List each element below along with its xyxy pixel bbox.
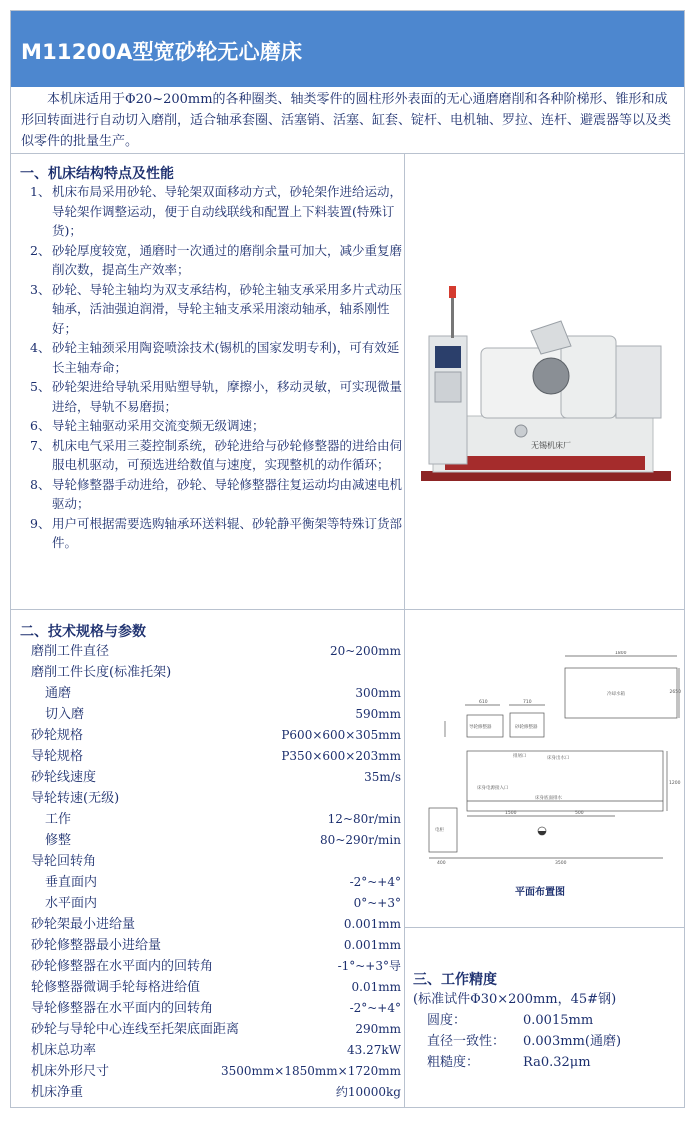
feature-text: 砂轮厚度较宽，通磨时一次通过的磨削余量可加大，减少重复磨削次数，提高生产效率； (52, 242, 403, 277)
precision-value: Ra0.32μm (523, 1055, 591, 1070)
feature-number: 9、 (30, 515, 51, 531)
spec-label: 磨削工件长度(标准托架) (31, 665, 172, 680)
feature-number: 3、 (30, 281, 51, 297)
feature-item (30, 514, 402, 553)
machine-nameplate: 无锡机床厂 (531, 441, 571, 450)
spec-row (31, 1019, 401, 1040)
spec-value: 20~200mm (330, 644, 401, 658)
spec-value: -1°~+3°导 (337, 959, 401, 973)
spec-label: 修整 (45, 833, 72, 848)
spec-value: 3500mm×1850mm×1720mm (221, 1064, 401, 1078)
handwheel (515, 425, 527, 437)
spec-value: 12~80r/min (327, 812, 401, 826)
guide-dresser-label: 导轮修整器 (469, 725, 492, 730)
precision-value: 0.0015mm (523, 1013, 594, 1028)
spec-row (31, 998, 401, 1019)
feature-text: 砂轮架进给导轨采用贴塑导轨，摩擦小，移动灵敏，可实现微量进给，导轨不易磨损； (52, 379, 403, 414)
feature-text: 导轮主轴驱动采用交流变频无级调速； (52, 418, 265, 433)
spec-label: 机床净重 (31, 1085, 84, 1100)
spec-row (31, 956, 401, 977)
spec-label: 砂轮架最小进给量 (31, 917, 136, 932)
feature-item (30, 416, 402, 436)
spec-label: 机床外形尺寸 (31, 1064, 110, 1079)
spec-label: 机床总功率 (31, 1043, 97, 1058)
dim-label: 500 (575, 811, 584, 816)
spec-row (31, 977, 401, 998)
spec-row (31, 935, 401, 956)
precision-row (413, 1010, 678, 1031)
spec-row (31, 662, 401, 683)
feature-text: 机床布局采用砂轮、导轮架双面移动方式，砂轮架作进给运动，导轮架作调整运动，便于自动线联线和配置上下料装置(特殊订货)； (52, 184, 403, 238)
spec-value: 80~290r/min (320, 833, 401, 847)
feature-item (30, 338, 402, 377)
spec-label: 水平面内 (45, 896, 98, 911)
spec-row (31, 767, 401, 788)
control-screen (435, 346, 461, 368)
guide-dresser (616, 346, 661, 418)
precision-row (413, 1052, 678, 1073)
feature-number: 8、 (30, 476, 51, 492)
spec-label: 切入磨 (45, 707, 85, 722)
cabinet-label: 电柜 (435, 828, 444, 833)
dim-label: 400 (437, 861, 446, 866)
spec-label: 通磨 (45, 686, 72, 701)
dim-label: 1800 (615, 651, 627, 656)
spec-value: 300mm (355, 686, 401, 700)
feature-text: 用户可根据需要选购轴承环送料辊、砂轮静平衡架等特殊订货部件。 (52, 515, 403, 550)
spec-label: 导轮回转角 (31, 854, 97, 869)
floor-plan-diagram (415, 651, 681, 873)
feature-number: 4、 (30, 340, 51, 355)
coolant-port-label: 床身出水口 (547, 756, 570, 761)
feature-item (30, 436, 402, 475)
control-panel (435, 372, 461, 402)
spec-value: 0.001mm (343, 938, 401, 952)
spec-row (31, 746, 401, 767)
spec-row (31, 788, 401, 809)
spec-row (31, 1082, 401, 1103)
dim-label: 1500 (505, 811, 517, 816)
spec-value: 0°~+3° (353, 896, 401, 910)
layout-caption: 平面布置图 (515, 887, 565, 898)
cooling-tank-label: 冷却水箱 (607, 692, 625, 697)
feature-text: 砂轮、导轮主轴均为双支承结构，砂轮主轴支承采用多片式动压轴承，活油强迫润滑，导轮主轴支承采用滚动轴承，轴系刚性好； (52, 281, 403, 336)
spec-label: 砂轮规格 (31, 728, 84, 743)
spec-label: 导轮修整器在水平面内的回转角 (31, 1001, 214, 1016)
spec-value: 约10000kg (335, 1085, 401, 1099)
spec-row (31, 830, 401, 851)
precision-row (413, 1031, 678, 1052)
dim-label: 610 (479, 700, 488, 705)
section-title-features: 一、机床结构特点及性能 (20, 166, 174, 182)
spec-row (31, 914, 401, 935)
spec-row (31, 1061, 401, 1082)
spec-label: 垂直面内 (45, 875, 98, 890)
page-title: M11200A型宽砂轮无心磨床 (21, 40, 303, 64)
spec-value: 0.01mm (351, 980, 401, 994)
spec-label: 轮修整器微调手轮每格进给值 (31, 980, 201, 995)
feature-item (30, 280, 402, 339)
spec-label: 工作 (45, 812, 72, 827)
spec-row (31, 641, 401, 662)
features-list (30, 182, 402, 553)
feature-item (30, 377, 402, 416)
feature-number: 5、 (30, 379, 51, 394)
spec-row (31, 809, 401, 830)
spec-value: 290mm (355, 1022, 401, 1036)
machine-plinth (445, 456, 645, 470)
dim-label: 1200 (669, 781, 681, 786)
divider (11, 153, 684, 154)
feature-number: 7、 (30, 437, 51, 453)
machine-photo (411, 276, 679, 486)
spec-row (31, 851, 401, 872)
spec-table (31, 641, 401, 1103)
wheel-dresser-label: 砂轮修整器 (515, 725, 538, 730)
dim-label: 2650 (669, 690, 681, 695)
power-inlet-label: 床身电源接入口 (477, 786, 509, 791)
dust-port-label: 排屑口 (513, 754, 527, 759)
spec-label: 导轮规格 (31, 749, 84, 764)
spec-label: 砂轮线速度 (31, 770, 97, 785)
spec-label: 磨削工件直径 (31, 644, 110, 659)
drain-fill (538, 831, 546, 835)
feature-item (30, 182, 402, 241)
precision-label: 圆度： (427, 1013, 467, 1028)
document-frame (10, 10, 685, 1108)
spec-value: -2°~+4° (349, 875, 401, 889)
feature-number: 6、 (30, 418, 51, 433)
divider (404, 927, 684, 928)
floor-drain-label: 床身底面排水 (535, 796, 562, 801)
feature-number: 2、 (30, 242, 51, 258)
spec-value: 0.001mm (343, 917, 401, 931)
dim-label: 710 (523, 700, 532, 705)
spec-label: 导轮转速(无级) (31, 791, 120, 806)
title-bar (11, 11, 684, 87)
signal-light (449, 286, 456, 298)
precision-condition: (标准试件Φ30×200mm，45#钢) (413, 992, 617, 1007)
precision-label: 直径一致性： (427, 1034, 506, 1049)
spec-value: P600×600×305mm (281, 728, 401, 742)
spec-value: -2°~+4° (349, 1001, 401, 1015)
spec-value: P350×600×203mm (281, 749, 401, 763)
spec-value: 590mm (355, 707, 401, 721)
spec-row (31, 725, 401, 746)
feature-number: 1、 (30, 184, 51, 199)
feature-text: 机床电气采用三菱控制系统，砂轮进给与砂轮修整器的进给由伺服电机驱动，可预选进给数值与速度，实现整机的动作循环； (52, 437, 403, 472)
spec-row (31, 683, 401, 704)
dim-label: 3500 (555, 861, 567, 866)
feature-item (30, 475, 402, 514)
divider (11, 609, 684, 610)
precision-label: 粗糙度： (427, 1055, 480, 1070)
grinding-wheel (533, 358, 569, 394)
spec-row (31, 893, 401, 914)
spec-label: 砂轮修整器最小进给量 (31, 938, 162, 953)
spec-label: 砂轮与导轮中心连线至托架底面距离 (31, 1022, 240, 1037)
spec-value: 43.27kW (347, 1043, 401, 1057)
feature-item (30, 241, 402, 280)
spec-label: 砂轮修整器在水平面内的回转角 (31, 959, 214, 974)
feature-text: 导轮修整器手动进给，砂轮、导轮修整器往复运动均由减速电机驱动； (52, 476, 403, 511)
precision-value: 0.003mm(通磨) (523, 1034, 622, 1049)
column-divider (404, 153, 405, 1108)
spec-row (31, 872, 401, 893)
intro-paragraph: 本机床适用于Φ20~200mm的各种圈类、轴类零件的圆柱形外表面的无心通磨磨削和各种阶梯形、锥形和成形回转面进行自动切入磨削，适合轴承套圈、活塞销、活塞、缸套、锭杆、电机轴、罗拉、连杆、避震器等以及类似零件的批量生产。 (21, 92, 672, 149)
spec-row (31, 1040, 401, 1061)
section-title-specs: 二、技术规格与参数 (20, 624, 146, 640)
section-title-precision: 三、工作精度 (413, 972, 497, 988)
precision-block (413, 989, 678, 1073)
spec-row (31, 704, 401, 725)
spec-value: 35m/s (364, 770, 401, 784)
feature-text: 砂轮主轴颈采用陶瓷喷涂技术(锡机的国家发明专利)，可有效延长主轴寿命； (52, 340, 400, 375)
